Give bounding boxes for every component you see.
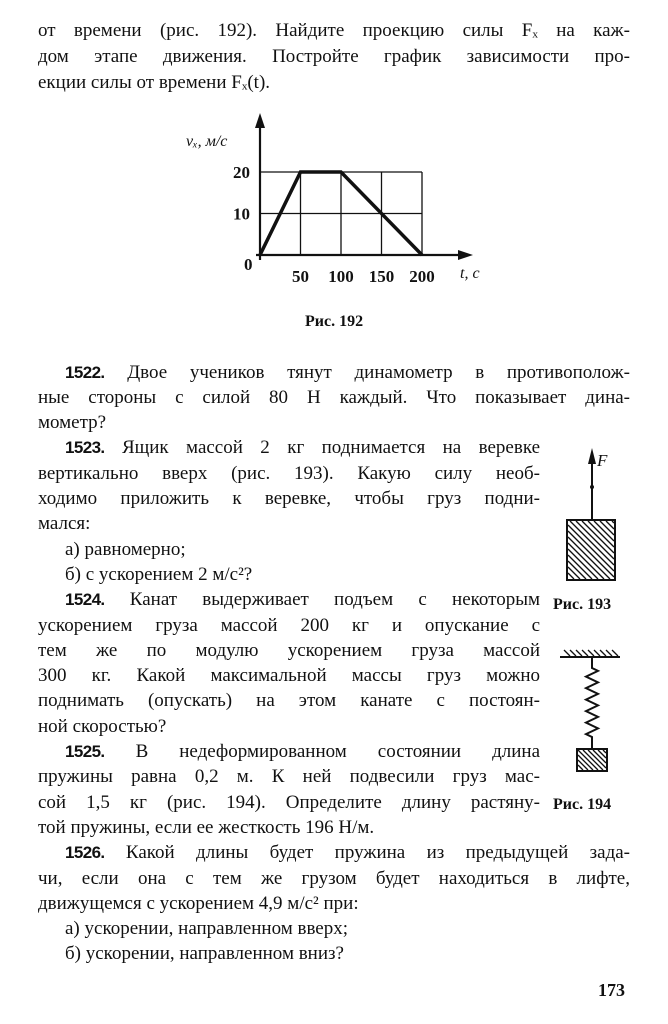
problem-number: 1526.: [65, 843, 105, 863]
box-hatching: [568, 521, 614, 579]
hatch-line: [568, 537, 610, 579]
x-axis-label: t, с: [460, 265, 480, 282]
problem-text: движущемся с ускорением 4,9 м/с² при:: [38, 892, 359, 914]
problem-1526-line: [38, 866, 630, 891]
problem-1524-line: [38, 613, 540, 638]
hatch-line: [598, 750, 606, 758]
hatch-line: [568, 525, 614, 571]
problem-1525-line: [38, 815, 540, 840]
hatch-line: [568, 543, 604, 579]
origin-label: 0: [244, 255, 253, 274]
problem-1524-line: [38, 663, 540, 688]
problem-text: ные стороны с силой 80 Н каждый. Что показывает дина-: [38, 386, 630, 408]
problem-text: 300 кг. Какой максимальной массы груз можно: [38, 665, 540, 687]
problem-number: 1525.: [65, 742, 105, 761]
problem-number: 1522.: [65, 362, 105, 382]
problem-text: ускорением груза массой 200 кг и опускание с: [38, 614, 540, 636]
hatch-line: [600, 650, 606, 656]
problem-1524-line: [38, 714, 540, 739]
problem-text: чи, если она с тем же грузом будет находиться в лифте,: [38, 867, 630, 889]
x-tick-label: 100: [328, 267, 354, 286]
problem-text: мался:: [38, 513, 91, 535]
hatch-line: [568, 531, 614, 577]
problem-1525-line: [38, 764, 540, 789]
hatch-line: [588, 521, 614, 547]
problem-sub-item: [65, 941, 525, 966]
hatch-line: [594, 650, 600, 656]
problem-text: В недеформированном состоянии длина: [135, 741, 540, 762]
hatch-line: [568, 567, 580, 579]
intro-line: [38, 70, 338, 95]
spring: [586, 657, 598, 749]
figure-192-caption: Рис. 192: [305, 313, 364, 330]
hatch-line: [582, 521, 614, 553]
attachment-point: [590, 485, 594, 489]
hatch-line: [568, 549, 598, 579]
problem-1524-line: [65, 587, 540, 612]
hatch-line: [576, 650, 582, 656]
box: [567, 520, 615, 580]
hatch-line: [606, 521, 614, 529]
hatch-line: [578, 750, 598, 770]
page-number: 173: [598, 980, 625, 1000]
problem-text: ной скоростью?: [38, 715, 167, 737]
sub-item: а) ускорении, направленном вверх;: [65, 918, 349, 940]
weight: [577, 749, 607, 771]
y-tick-label: 10: [233, 204, 250, 224]
sub-item: б) ускорении, направленном вниз?: [65, 943, 344, 965]
hatch-line: [570, 650, 576, 656]
hatch-line: [582, 650, 588, 656]
hatch-line: [593, 750, 606, 763]
hatch-line: [612, 650, 618, 656]
hatch-line: [564, 650, 570, 656]
problem-text: пружины равна 0,2 м. К ней подвесили груз мас-: [38, 766, 540, 788]
hatch-line: [600, 521, 614, 535]
problem-1526-line: [38, 891, 630, 916]
problem-1524-line: [38, 638, 540, 663]
text-line: дом этапе движения. Постройте график зависимости про-: [38, 45, 630, 67]
problem-1522-line: [38, 385, 630, 410]
y-axis-arrow: [255, 113, 265, 128]
tick-labels: [233, 163, 435, 286]
hatch-line: [588, 650, 594, 656]
sub-item: б) с ускорением 2 м/с²?: [65, 563, 253, 585]
problem-text: Какой длины будет пружина из предыдущей зада-: [125, 842, 630, 864]
hatch-line: [588, 750, 606, 768]
problem-1523-line: [38, 486, 540, 511]
hatch-line: [570, 521, 614, 565]
intro-line: [38, 18, 630, 43]
figure-192-graph: [180, 110, 500, 340]
problem-sub-item: [65, 916, 525, 941]
problem-1525-line: [65, 739, 540, 764]
hatch-line: [578, 765, 583, 770]
y-tick-label: 20: [233, 163, 250, 182]
problem-1523-line: [38, 511, 540, 536]
hatch-line: [578, 760, 588, 770]
sub-item: а) равномерно;: [65, 538, 186, 560]
grid-lines: [260, 172, 422, 255]
y-axis-label: vₓ, м/с: [186, 133, 228, 150]
x-tick-label: 50: [292, 267, 309, 286]
problem-text: Ящик массой 2 кг поднимается на веревке: [121, 437, 540, 459]
force-arrow-icon: [588, 448, 596, 464]
x-axis-arrow: [458, 250, 473, 260]
hatch-line: [568, 561, 586, 579]
weight-hatching: [578, 750, 606, 770]
x-tick-label: 200: [409, 267, 435, 286]
problem-1525-line: [38, 790, 540, 815]
problem-text: поднимать (опускать) на этом канате с постоян-: [38, 690, 540, 712]
hatch-line: [583, 750, 603, 770]
problem-text: вертикально вверх (рис. 193). Какую силу необ-: [38, 462, 540, 484]
force-label: F⃗: [597, 451, 621, 470]
problem-1522-line: [38, 410, 630, 435]
problem-text: мометр?: [38, 412, 107, 434]
problem-text: сой 1,5 кг (рис. 194). Определите длину растяну-: [38, 791, 540, 813]
figure-193-caption: Рис. 193: [553, 596, 612, 613]
figure-194-spring-mass: [560, 650, 620, 771]
hatch-line: [594, 521, 614, 541]
problem-1526-line: [65, 840, 630, 865]
text-line: екции силы от времени Fₓ(t).: [38, 71, 271, 93]
figure-193-rope-box: [567, 448, 621, 580]
problem-number: 1524.: [65, 590, 105, 610]
problem-1523-line: [38, 461, 540, 486]
problem-text: Двое учеников тянут динамометр в противополож-: [127, 361, 630, 383]
hatch-line: [568, 573, 574, 579]
problem-text: Канат выдерживает подъем с некоторым: [129, 589, 540, 611]
text-line: от времени (рис. 192). Найдите проекцию силы Fₓ на каж-: [38, 19, 630, 41]
x-tick-label: 150: [368, 267, 395, 286]
hatch-line: [576, 521, 614, 559]
hatch-line: [603, 750, 606, 753]
problem-sub-item: [65, 562, 525, 587]
hatch-line: [612, 521, 614, 523]
hatch-line: [568, 555, 592, 579]
hatch-line: [578, 755, 593, 770]
ceiling-hatching: [564, 650, 618, 656]
problem-text: ходимо приложить к веревке, чтобы груз подни-: [38, 488, 540, 509]
problem-1524-line: [38, 688, 540, 713]
hatch-line: [606, 650, 612, 656]
figure-194-caption: Рис. 194: [553, 796, 612, 813]
problem-number: 1523.: [65, 438, 105, 458]
problem-text: той пружины, если ее жесткость 196 Н/м.: [38, 816, 375, 838]
problem-text: тем же по модулю ускорением груза массой: [38, 639, 540, 661]
problem-1523-line: [65, 435, 540, 460]
axes: [255, 113, 473, 260]
problem-1522-line: [65, 360, 630, 385]
intro-line: [38, 44, 630, 69]
problem-sub-item: [65, 537, 525, 562]
